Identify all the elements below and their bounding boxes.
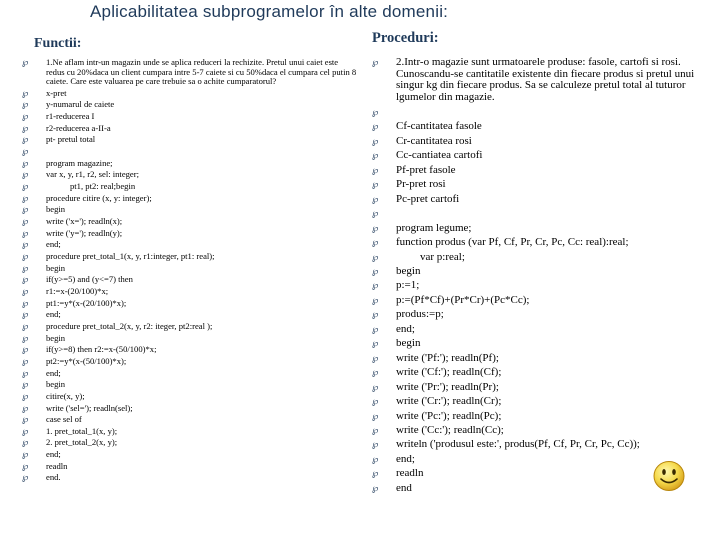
functions-code-line: ℘ if(y>=5) and (y<=7) then [22, 274, 357, 286]
procedures-code-line: ℘ end [372, 481, 707, 495]
procedures-code-line: ℘ p:=1; [372, 278, 707, 292]
functions-code-line: ℘ r1:=x-(20/100)*x; [22, 286, 357, 298]
procedures-column [372, 30, 707, 495]
procedures-code-line: ℘ write ('Pf:'); readln(Pf); [372, 351, 707, 365]
procedures-code-line: ℘ begin [372, 336, 707, 350]
functions-code-line: ℘ 1. pret_total_1(x, y); [22, 426, 357, 438]
smiley-face-icon [652, 460, 686, 492]
procedures-code-line [372, 105, 707, 119]
functions-code-line: ℘ write ('y='); readln(y); [22, 228, 357, 240]
procedures-code-line: ℘ program legume; [372, 221, 707, 235]
functions-code-line: ℘ r1-reducerea I [22, 111, 357, 123]
functions-code-line: ℘ begin [22, 333, 357, 345]
procedures-code-line: ℘ p:=(Pf*Cf)+(Pr*Cr)+(Pc*Cc); [372, 293, 707, 307]
functions-code-line: ℘ end. [22, 472, 357, 484]
procedures-code-line: ℘ write ('Cr:'); readln(Cr); [372, 394, 707, 408]
functions-code-line: ℘ begin [22, 379, 357, 391]
functions-code-line: ℘ var x, y, r1, r2, sel: integer; [22, 169, 357, 181]
procedures-code-line: ℘ Cf-cantitatea fasole [372, 119, 707, 133]
functions-code-line: ℘ y-numarul de caiete [22, 99, 357, 111]
functions-code-line: ℘ end; [22, 239, 357, 251]
procedures-heading: Proceduri: [372, 30, 439, 46]
functions-code-line: ℘ procedure pret_total_2(x, y, r2: iteger, pt2:real ); [22, 321, 357, 333]
procedures-code-line: ℘ write ('Cc:'); readln(Cc); [372, 423, 707, 437]
functions-code-line: ℘ case sel of [22, 414, 357, 426]
functions-code-line: ℘ end; [22, 368, 357, 380]
procedures-code-line: ℘ write ('Pr:'); readln(Pr); [372, 380, 707, 394]
procedures-code-list [372, 57, 707, 495]
slide-title: Aplicabilitatea subprogramelor în alte domenii: [90, 2, 449, 21]
functions-code-line: ℘ x-pret [22, 88, 357, 100]
functions-code-line: ℘ procedure pret_total_1(x, y, r1:integer, pt1: real); [22, 251, 357, 263]
procedures-code-line: ℘ produs:=p; [372, 307, 707, 321]
procedures-code-line: ℘ function produs (var Pf, Cf, Pr, Cr, Pc, Cc: real):real; [372, 235, 707, 249]
functions-code-line: ℘ citire(x, y); [22, 391, 357, 403]
procedures-code-line: ℘ Pf-pret fasole [372, 163, 707, 177]
procedures-code-line: ℘ writeln ('produsul este:', produs(Pf, Cf, Pr, Cr, Pc, Cc)); [372, 437, 707, 451]
functions-code-line: ℘ end; [22, 309, 357, 321]
functions-code-line: ℘ procedure citire (x, y: integer); [22, 193, 357, 205]
functions-code-line: ℘ program magazine; [22, 158, 357, 170]
functions-code-line: ℘ if(y>=8) then r2:=x-(50/100)*x; [22, 344, 357, 356]
procedures-code-line: ℘ Pr-pret rosi [372, 177, 707, 191]
functions-code-line: ℘ r2-reducerea a-II-a [22, 123, 357, 135]
functions-code-line: ℘ pt1:=y*(x-(20/100)*x); [22, 298, 357, 310]
procedures-code-line: ℘ Pc-pret cartofi [372, 192, 707, 206]
functions-code-line: ℘ pt- pretul total [22, 134, 357, 146]
procedures-code-line: ℘ begin [372, 264, 707, 278]
functions-code-line: ℘ begin [22, 204, 357, 216]
procedures-code-line: ℘ write ('Pc:'); readln(Pc); [372, 409, 707, 423]
functions-code-line: ℘ write ('x='); readln(x); [22, 216, 357, 228]
procedures-code-line: ℘ Cr-cantitatea rosi [372, 134, 707, 148]
functions-code-line: ℘ 1.Ne aflam intr-un magazin unde se aplica reduceri la rechizite. Pretul unui caiet este redus cu 20%daca un client cumpara intre 5-7 caiete si cu 50%daca el cumpara cel putin 8 caiete. Care este valuarea pe care trebuie sa o achite cumparatorul? [22, 58, 357, 87]
functions-heading: Functii: [34, 36, 82, 51]
procedures-code-line: ℘ readln [372, 466, 707, 480]
functions-code-line: ℘ pt2:=y*(x-(50/100)*x); [22, 356, 357, 368]
functions-code-line: ℘ begin [22, 263, 357, 275]
functions-column [22, 36, 357, 484]
procedures-code-line [372, 206, 707, 220]
functions-code-line: ℘ 2. pret_total_2(x, y); [22, 437, 357, 449]
procedures-code-line: ℘ Cc-cantiatea cartofi [372, 148, 707, 162]
procedures-code-line: ℘ write ('Cf:'); readln(Cf); [372, 365, 707, 379]
procedures-code-line: ℘ var p:real; [372, 250, 707, 264]
functions-code-line: ℘ write ('sel='); readln(sel); [22, 403, 357, 415]
procedures-code-line: ℘ end; [372, 452, 707, 466]
functions-code-line: ℘ end; [22, 449, 357, 461]
functions-code-line: ℘ readln [22, 461, 357, 473]
procedures-code-line: ℘ end; [372, 322, 707, 336]
functions-code-list [22, 58, 357, 484]
functions-code-line: ℘ pt1, pt2: real;begin [22, 181, 357, 193]
functions-code-line [22, 146, 357, 158]
procedures-code-line: ℘ 2.Intr-o magazie sunt urmatoarele produse: fasole, cartofi si rosi. Cunoscandu-se cantitatile existente din fiecare produs si pretul unui singur kg din fiecare produs. Sa se calculeze pretul total al tuturor lgumelor din magazie. [372, 57, 707, 103]
